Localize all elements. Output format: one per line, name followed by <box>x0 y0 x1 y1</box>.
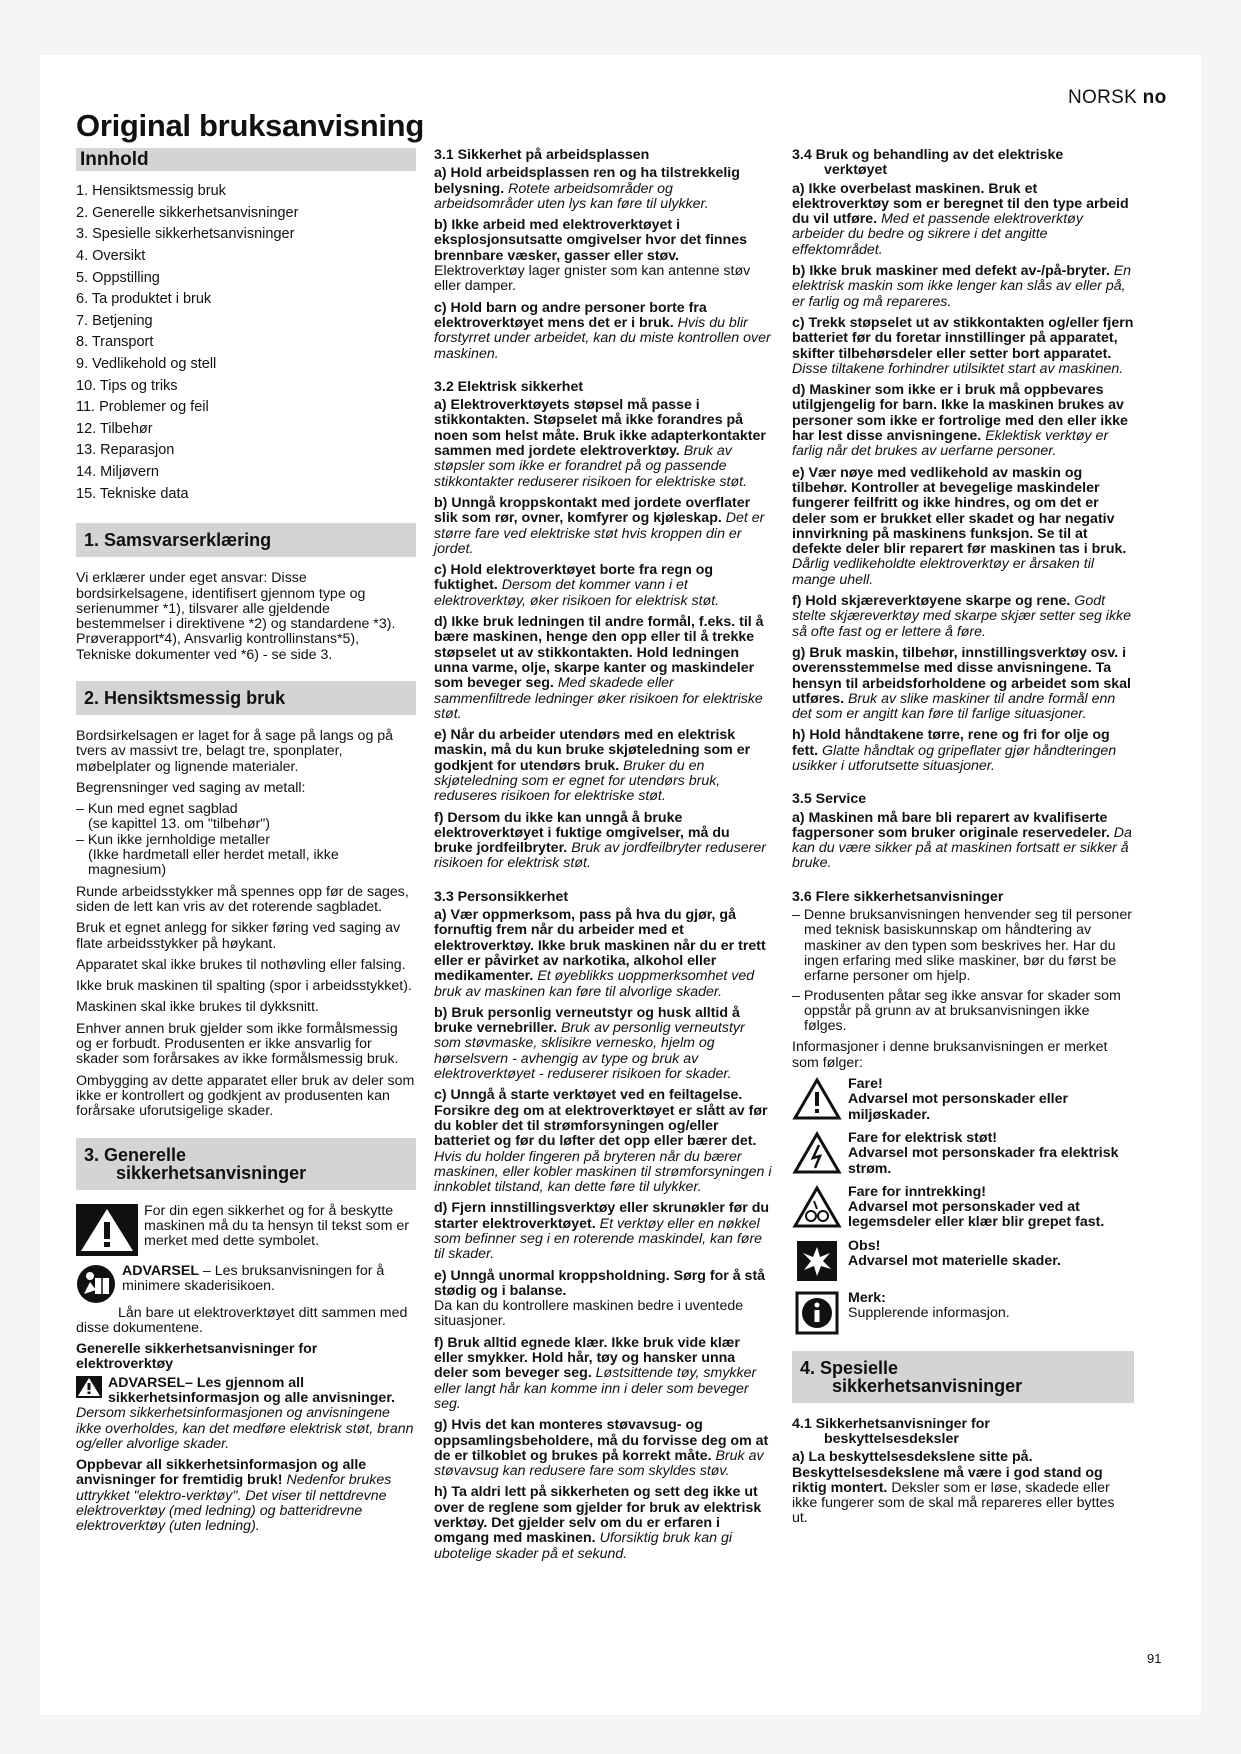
list-item: – Kun med egnet sagblad <box>76 801 238 818</box>
page-number: 91 <box>1147 1651 1162 1666</box>
read-manual-note <box>76 1264 416 1304</box>
column-2 <box>434 148 772 1568</box>
symbol-note: Merk: Supplerende informasjon. <box>792 1291 1134 1335</box>
section-3-4-heading: 3.4 Bruk og behandling av det elektriske verktøyet <box>792 147 1064 179</box>
document-title: Original bruksanvisning <box>76 108 424 143</box>
safety-item: h) Ta aldri lett på sikkerheten og sett deg ikke ut over de reglene som gjelder for bruk av elektrisk verktøy. Det gjelder selv om du er erfaren i omgang med maskinen. Uforsiktig bruk kan gi ubotelige skader på et sekund. <box>434 1484 762 1562</box>
info-icon <box>792 1291 842 1335</box>
toc-item[interactable]: 15. Tekniske data <box>76 485 189 502</box>
toc-list <box>76 181 416 505</box>
toc-item[interactable]: 5. Oppstilling <box>76 269 160 286</box>
paragraph: Runde arbeidsstykker må spennes opp før de sages, siden de lett kan vris av det roterende sagbladet. <box>76 883 409 915</box>
section-3-heading: 3. Generelle sikkerhetsanvisninger <box>76 1138 416 1190</box>
warning-symbol-note <box>76 1204 416 1256</box>
entanglement-icon <box>792 1185 842 1229</box>
safety-item: a) Maskinen må bare bli reparert av kvalifiserte fagpersoner som bruker originale reservedeler. Da kan du være sikker på at maskinen fortsatt er sikker å bruke. <box>792 809 1132 872</box>
safety-item: b) Unngå kroppskontakt med jordete overflater slik som rør, ovner, komfyrer og kjøleskap. Det er større fare ved elektriske støt hvis kroppen din er jordet. <box>434 494 765 557</box>
toc-item[interactable]: 2. Generelle sikkerhetsanvisninger <box>76 204 299 221</box>
symbol-entanglement: Fare for inntrekking! Advarsel mot personskader ved at legemsdeler eller klær blir grepet fast. <box>792 1185 1134 1231</box>
section-1-heading: 1. Samsvarserklæring <box>76 523 416 557</box>
safety-item: b) Ikke arbeid med elektroverktøyet i eksplosjonsutsatte omgivelser hvor det finnes brennbare væsker, gasser eller støv. Elektroverktøy lager gnister som kan antenne støv eller damper. <box>434 217 751 295</box>
paragraph: Begrensninger ved saging av metall: <box>76 779 306 796</box>
toc-item[interactable]: 14. Miljøvern <box>76 464 159 481</box>
safety-item: e) Vær nøye med vedlikehold av maskin og tilbehør. Kontroller at bevegelige maskindeler fungerer feilfritt og ikke hindres, og om det er deler som er brukket eller skadet og har negativ innvirkning på maskinens funksjon. Se til at defekte deler blir reparert før maskinen tas i bruk. Dårlig vedlikeholdte elektroverktøy er årsaken til mange uhell. <box>792 464 1127 588</box>
section-4-heading: 4. Spesielle sikkerhetsanvisninger <box>792 1351 1134 1403</box>
warning-paragraph: ADVARSEL– Les gjennom all sikkerhetsinformasjon og alle anvisninger. Dersom sikkerhetsinformasjonen og anvisningene ikke overholdes, kan det medføre elektrisk støt, brann og/eller alvorlige skader. <box>76 1374 414 1452</box>
paragraph: Maskinen skal ikke brukes til dykksnitt. <box>76 999 319 1016</box>
material-damage-icon <box>792 1239 842 1283</box>
paragraph: Bruk et egnet anlegg for sikker føring ved saging av flate arbeidsstykker på høykant. <box>76 920 401 952</box>
electric-shock-icon <box>792 1131 842 1175</box>
section-3-6-heading: 3.6 Flere sikkerhetsanvisninger <box>792 888 1004 905</box>
safety-item: f) Dersom du ikke kan unngå å bruke elektroverktøyet i fuktige omgivelser, må du bruke jordfeilbryter. Bruk av jordfeilbryter reduserer risikoen for elektrisk støt. <box>434 809 766 872</box>
safety-item: a) Elektroverktøyets støpsel må passe i stikkontakten. Støpselet må ikke forandres på noen som helst måte. Bruk ikke adapterkontakter sammen med jordete elektroverktøy. Bruk av støpsler som ikke er forandret på og passende stikkontakter reduserer risikoen for elektriske støt. <box>434 397 766 490</box>
general-safety-heading: Generelle sikkerhetsanvisninger for elektroverktøy <box>76 1341 318 1373</box>
list-item-note: (Ikke hardmetall eller herdet metall, ikke magnesium) <box>88 847 339 879</box>
declaration-text: Vi erklærer under eget ansvar: Disse bordsirkelsagene, identifisert gjennom type og serienummer *1), tilsvarer alle gjeldende bestemmelser i direktivene *2) og standardene *3). Prøverapport*4), Ansvarlig kontrollinstans*5), Tekniske dokumenter ved *6) - se side 3. <box>76 570 396 663</box>
paragraph: Ikke bruk maskinen til spalting (spor i arbeidsstykket). <box>76 978 412 995</box>
section-4-1-heading: 4.1 Sikkerhetsanvisninger for beskyttelsesdeksler <box>792 1415 990 1447</box>
section-3-1-heading: 3.1 Sikkerhet på arbeidsplassen <box>434 147 650 163</box>
toc-item[interactable]: 7. Betjening <box>76 312 153 329</box>
column-1 <box>76 148 416 1541</box>
safety-item: e) Unngå unormal kroppsholdning. Sørg for å stå stødig og i balanse. Da kan du kontrollere maskinen bedre i uventede situasjoner. <box>434 1267 766 1330</box>
paragraph: Informasjoner i denne bruksanvisningen er merket som følger: <box>792 1039 1108 1071</box>
safety-item: g) Hvis det kan monteres støvavsug- og oppsamlingsbeholdere, må du forvisse deg om at de er tilkoblet og brukes på korrekt måte. Bruk av støvavsug kan redusere fare som skyldes støv. <box>434 1417 769 1480</box>
safety-item: c) Hold barn og andre personer borte fra elektroverktøyet mens det er i bruk. Hvis du blir forstyrret under arbeidet, kan du miste kontrollen over maskinen. <box>434 299 771 362</box>
additional-safety-list <box>792 908 1134 1034</box>
keep-instructions-paragraph: Oppbevar all sikkerhetsinformasjon og alle anvisninger for fremtidig bruk! Nedenfor brukes uttrykket "elektro-verktøy". Det viser til nettdrevne elektroverktøy (med ledning) og batteridrevne elektroverktøy (uten ledning). <box>76 1457 392 1535</box>
safety-item: g) Bruk maskin, tilbehør, innstillingsverktøy osv. i overensstemmelse med disse anvisningene. Ta hensyn til arbeidsforholdene og arbeidet som skal utføres. Bruk av slike maskiner til andre formål enn det som er angitt kan føre til farlige situasjoner. <box>792 644 1132 723</box>
paragraph: Apparatet skal ikke brukes til nothøvling eller falsing. <box>76 956 406 973</box>
toc-item[interactable]: 13. Reparasjon <box>76 442 175 459</box>
safety-item: f) Hold skjæreverktøyene skarpe og rene. Godt stelte skjæreverktøy med skarpe skjær setter seg ikke så ofte fast og er lettere å føre. <box>792 593 1132 640</box>
symbol-electric: Fare for elektrisk støt! Advarsel mot personskader fra elektrisk strøm. <box>792 1131 1134 1177</box>
safety-item: h) Hold håndtakene tørre, rene og fri for olje og fett. Glatte håndtak og gripeflater gjør håndteringen usikker i utforutsette situasjoner. <box>792 727 1117 774</box>
safety-item: d) Ikke bruk ledningen til andre formål, f.eks. til å bære maskinen, henge den opp eller til å trekke støpselet ut av stikkontakten. Hold ledningen unna varme, olje, skarpe kanter og maskindeler som beveger seg. Med skadede eller sammenfiltrede ledninger øker risikoen for elektriske støt. <box>434 614 764 722</box>
list-item: – Produsenten påtar seg ikke ansvar for skader som oppstår på grunn av at bruksanvisningen ikke følges. <box>792 987 1121 1035</box>
toc-item[interactable]: 6. Ta produktet i bruk <box>76 291 212 308</box>
safety-item: d) Fjern innstillingsverktøy eller skrunøkler før du starter elektroverktøyet. Et verktøy eller en nøkkel som befinner seg i en roterende maskindel, kan føre til skader. <box>434 1200 770 1263</box>
list-item: – Denne bruksanvisningen henvender seg til personer med teknisk basiskunnskap om håndtering av maskiner av den typen som beskrives her. Har du ingen erfaring med slike maskiner, bør du først be erfarne personer om hjelp. <box>792 907 1132 985</box>
toc-item[interactable]: 11. Problemer og feil <box>76 399 209 416</box>
section-3-2-heading: 3.2 Elektrisk sikkerhet <box>434 378 584 395</box>
safety-item: c) Trekk støpselet ut av stikkontakten og/eller fjern batteriet før du foretar innstillinger på apparatet, skifter tilbehørsdeler eller setter bort apparatet. Disse tiltakene forhindrer utilsiktet start av maskinen. <box>792 314 1134 377</box>
safety-item: e) Når du arbeider utendørs med en elektrisk maskin, må du kun bruke skjøteledning som er godkjent for utendørs bruk. Bruker du en skjøteledning som er egnet for utendørs bruk, reduseres risikoen for elektriske støt. <box>434 727 751 805</box>
symbol-danger: Fare! Advarsel mot personskader eller miljøskader. <box>792 1077 1134 1123</box>
safety-item: f) Bruk alltid egnede klær. Ikke bruk vide klær eller smykker. Hold hår, tøy og hansker unna deler som beveger seg. Løstsittende tøy, smykker eller langt hår kan komme inn i deler som beveger seg. <box>434 1334 757 1412</box>
language-label: NORSK no <box>1068 87 1167 108</box>
toc-item[interactable]: 3. Spesielle sikkerhetsanvisninger <box>76 226 295 243</box>
column-3 <box>792 148 1134 1533</box>
section-3-3-heading: 3.3 Personsikkerhet <box>434 888 569 905</box>
warning-text: ADVARSEL – Les bruksanvisningen for å minimere skaderisikoen. <box>122 1262 385 1294</box>
warning-triangle-icon <box>76 1204 138 1256</box>
toc-item[interactable]: 4. Oversikt <box>76 248 146 265</box>
toc-item[interactable]: 8. Transport <box>76 334 154 351</box>
safety-item: c) Unngå å starte verktøyet ved en feiltagelse. Forsikre deg om at elektroverktøyet er slått av før du kobler det til strømforsyningen og/eller batteriet og før du løfter det opp eller bærer det. Hvis du holder fingeren på bryteren når du bærer maskinen, eller kobler maskinen til strømforsyningen i innkoblet tilstand, kan dette føre til ulykker. <box>434 1087 772 1196</box>
danger-triangle-icon <box>792 1077 842 1121</box>
safety-item: b) Ikke bruk maskiner med defekt av-/på-bryter. En elektrisk maskin som ikke lenger kan slås av eller på, er farlig og må repareres. <box>792 263 1132 310</box>
section-3-5-heading: 3.5 Service <box>792 791 867 808</box>
section-2-heading: 2. Hensiktsmessig bruk <box>76 681 416 715</box>
safety-item: a) La beskyttelsesdekslene sitte på. Beskyttelsesdekslene må være i god stand og riktig montert. Deksler som er løse, skadede eller ikke fungerer som de skal må repareres eller byttes ut. <box>792 1449 1115 1527</box>
toc-heading: Innhold <box>76 148 416 171</box>
symbol-attention: Obs! Advarsel mot materielle skader. <box>792 1239 1134 1283</box>
toc-item[interactable]: 10. Tips og triks <box>76 377 178 394</box>
safety-item: d) Maskiner som ikke er i bruk må oppbevares utilgjengelig for barn. Ikke la maskinen brukes av personer som ikke er fortrolige med den eller ikke har lest disse anvisningene. Eklektisk verktøy er farlig når det brukes av uerfarne personer. <box>792 382 1128 460</box>
safety-item: c) Hold elektroverktøyet borte fra regn og fuktighet. Dersom det kommer vann i et elektroverktøy, øker risikoen for elektrisk støt. <box>434 562 720 609</box>
safety-item: a) Vær oppmerksom, pass på hva du gjør, gå fornuftig frem når du arbeider med et elektroverktøy. Ikke bruk maskinen når du er trett eller er påvirket av narkotika, alkohol eller medikamenter. Et øyeblikks uoppmerksomhet ved bruk av maskinen kan føre til alvorlige skader. <box>434 907 766 1000</box>
safety-item: a) Ikke overbelast maskinen. Bruk et elektroverktøy som er beregnet til den type arbeid du vil utføre. Med et passende elektroverktøy arbeider du bedre og sikrere i det angitte effektområdet. <box>792 180 1129 258</box>
warning-small-icon <box>76 1376 102 1398</box>
paragraph: Ombygging av dette apparatet eller bruk av deler som ikke er kontrollert og godkjent av produsenten kan forårsake uforutsigelige skader. <box>76 1072 415 1120</box>
paragraph: Enhver annen bruk gjelder som ikke formålsmessig og er forbudt. Produsenten er ikke ansvarlig for skader som forårsakes av ikke formålsmessig bruk. <box>76 1020 399 1068</box>
symbol-explanation: For din egen sikkerhet og for å beskytte maskinen må du ta hensyn til tekst som er merket med dette symbolet. <box>144 1202 409 1250</box>
paragraph: Lån bare ut elektroverktøyet ditt sammen med disse dokumentene. <box>76 1304 408 1336</box>
list-item-note: (se kapittel 13. om "tilbehør") <box>88 816 270 833</box>
safety-item: b) Bruk personlig verneutstyr og husk alltid å bruke vernebriller. Bruk av personlig verneutstyr som støvmaske, sklisikre vernesko, hjelm og hørselsvern - avhengig av type og bruk av elektroverktøyet - reduserer risikoen for skader. <box>434 1004 745 1083</box>
list-item: – Kun ikke jernholdige metaller <box>76 831 271 848</box>
metal-restrictions-list <box>76 802 416 878</box>
toc-item[interactable]: 9. Vedlikehold og stell <box>76 356 217 373</box>
safety-item: a) Hold arbeidsplassen ren og ha tilstrekkelig belysning. Rotete arbeidsområder og arbeidsområder uten lys kan føre til ulykker. <box>434 165 740 212</box>
toc-item[interactable]: 12. Tilbehør <box>76 420 153 437</box>
read-manual-icon <box>76 1264 116 1304</box>
toc-item[interactable]: 1. Hensiktsmessig bruk <box>76 183 226 200</box>
paragraph: Bordsirkelsagen er laget for å sage på langs og på tvers av massivt tre, belagt tre, sponplater, møbelplater og lignende materialer. <box>76 727 394 775</box>
